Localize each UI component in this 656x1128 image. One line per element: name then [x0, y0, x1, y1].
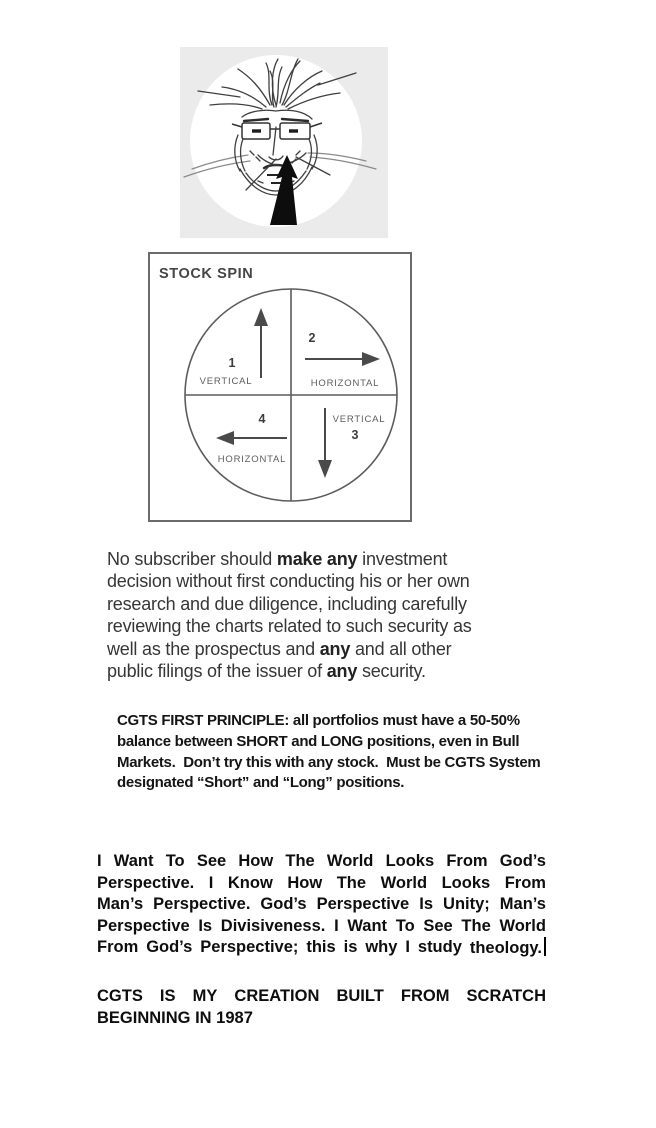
quadrant-4-label: HORIZONTAL	[217, 454, 287, 465]
text-line	[107, 593, 527, 615]
quadrant-2-label: HORIZONTAL	[310, 378, 380, 389]
quadrant-1-label: VERTICAL	[199, 376, 253, 387]
text-word: study	[417, 938, 462, 957]
text-segment: CGTS FIRST PRINCIPLE: all portfolios must have a 50-50%	[117, 712, 520, 729]
text-word: CREATION	[234, 987, 320, 1005]
bold-text-segment: any	[326, 661, 358, 682]
quadrant-4-number: 4	[258, 412, 266, 426]
quadrant-2-number: 2	[308, 331, 316, 345]
text-word: Man’s	[97, 895, 144, 914]
text-segment: research and due diligence, including carefully	[107, 593, 467, 614]
text-word: MY	[192, 987, 218, 1005]
creation-paragraph	[97, 986, 546, 1029]
text-word: Divisiveness.	[220, 916, 326, 935]
text-line	[97, 851, 546, 873]
text-word: Looks	[441, 873, 491, 892]
text-word: The	[461, 916, 491, 935]
text-word: I	[208, 873, 214, 892]
text-word: Perspective;	[200, 938, 299, 957]
text-word: theology.	[470, 937, 546, 960]
text-word: Is	[198, 916, 213, 935]
text-word: Perspective.	[153, 895, 251, 914]
text-word: IS	[159, 987, 176, 1005]
text-word: God’s	[260, 895, 307, 914]
text-line: BEGINNING IN 1987	[97, 1008, 253, 1027]
text-segment: balance between SHORT and LONG positions, even in Bull	[117, 732, 520, 750]
text-word: Want	[113, 852, 154, 870]
text-line	[97, 873, 546, 895]
text-word: To	[165, 852, 185, 870]
text-word: this	[306, 938, 336, 957]
text-word: World	[380, 873, 428, 892]
text-word: God’s	[499, 852, 546, 870]
text-word: Perspective	[316, 895, 410, 914]
bold-text-segment: any	[319, 638, 351, 659]
quadrant-1-number: 1	[228, 356, 236, 370]
text-word: The	[336, 873, 367, 892]
text-cursor	[544, 937, 546, 956]
text-word: From	[446, 852, 488, 870]
text-segment: well as the prospectus and	[107, 638, 320, 659]
quadrant-3-label: VERTICAL	[332, 414, 386, 425]
text-word: I	[405, 938, 410, 957]
up-arrow	[254, 308, 268, 378]
text-line	[117, 753, 587, 774]
text-word: Want	[347, 916, 388, 935]
text-word: From	[504, 873, 546, 892]
text-segment: decision without first conducting his or her own	[107, 571, 470, 592]
theology-paragraph	[97, 851, 546, 960]
text-segment: public filings of the issuer of	[107, 661, 327, 682]
text-word: See	[423, 916, 453, 935]
text-word: Man’s	[499, 895, 546, 914]
text-word: is	[343, 938, 358, 957]
text-word: Unity;	[443, 895, 490, 914]
text-line	[97, 986, 546, 1008]
text-word: Perspective	[97, 916, 190, 935]
down-arrow	[318, 408, 332, 478]
text-segment: and all other	[350, 638, 452, 659]
text-segment: No subscriber should	[107, 549, 277, 569]
text-word: To	[395, 916, 415, 935]
text-segment: Markets. Don’t try this with any stock. Must be CGTS System	[117, 753, 541, 771]
text-word: World	[499, 916, 546, 935]
text-segment: investment	[357, 549, 448, 569]
text-segment: designated “Short” and “Long” positions.	[117, 774, 405, 792]
quadrant-3-number: 3	[351, 428, 359, 442]
left-arrow	[216, 431, 287, 445]
text-line	[107, 570, 527, 592]
stock-spin-diagram	[148, 252, 412, 522]
stock-spin-figure	[150, 254, 410, 520]
text-word: Perspective.	[97, 873, 195, 892]
portrait-image	[180, 47, 388, 238]
text-word: FROM	[400, 987, 450, 1005]
text-word: World	[326, 852, 374, 870]
disclaimer-paragraph	[107, 548, 527, 682]
text-word: How	[238, 852, 274, 870]
text-word: See	[196, 852, 227, 870]
text-line	[107, 548, 527, 570]
portrait-sketch-icon	[180, 47, 388, 238]
text-line	[107, 660, 527, 682]
text-word: CGTS	[97, 987, 143, 1005]
text-line	[117, 732, 587, 753]
text-word: BUILT	[336, 987, 384, 1005]
text-segment: reviewing the charts related to such security as	[107, 616, 472, 637]
text-line	[117, 711, 587, 732]
text-line	[107, 638, 527, 660]
right-arrow	[305, 352, 380, 366]
text-word: SCRATCH	[466, 987, 546, 1005]
text-line	[97, 894, 546, 916]
text-word: Know	[227, 873, 273, 892]
first-principle-paragraph	[117, 711, 587, 794]
text-segment: security.	[357, 661, 426, 682]
text-word: I	[334, 916, 339, 935]
text-word: From	[97, 938, 139, 957]
stock-spin-title: STOCK SPIN	[159, 266, 254, 282]
text-word: How	[287, 873, 323, 892]
text-line	[117, 773, 587, 794]
bold-text-segment: make any	[276, 549, 358, 569]
text-word: Is	[419, 895, 434, 914]
text-word: I	[97, 852, 102, 870]
text-line	[107, 615, 527, 637]
text-word: why	[365, 938, 398, 957]
text-line	[97, 937, 546, 960]
text-word: God’s	[146, 938, 193, 957]
text-word: Looks	[385, 852, 435, 870]
text-line	[97, 916, 546, 938]
text-word: The	[285, 852, 315, 870]
